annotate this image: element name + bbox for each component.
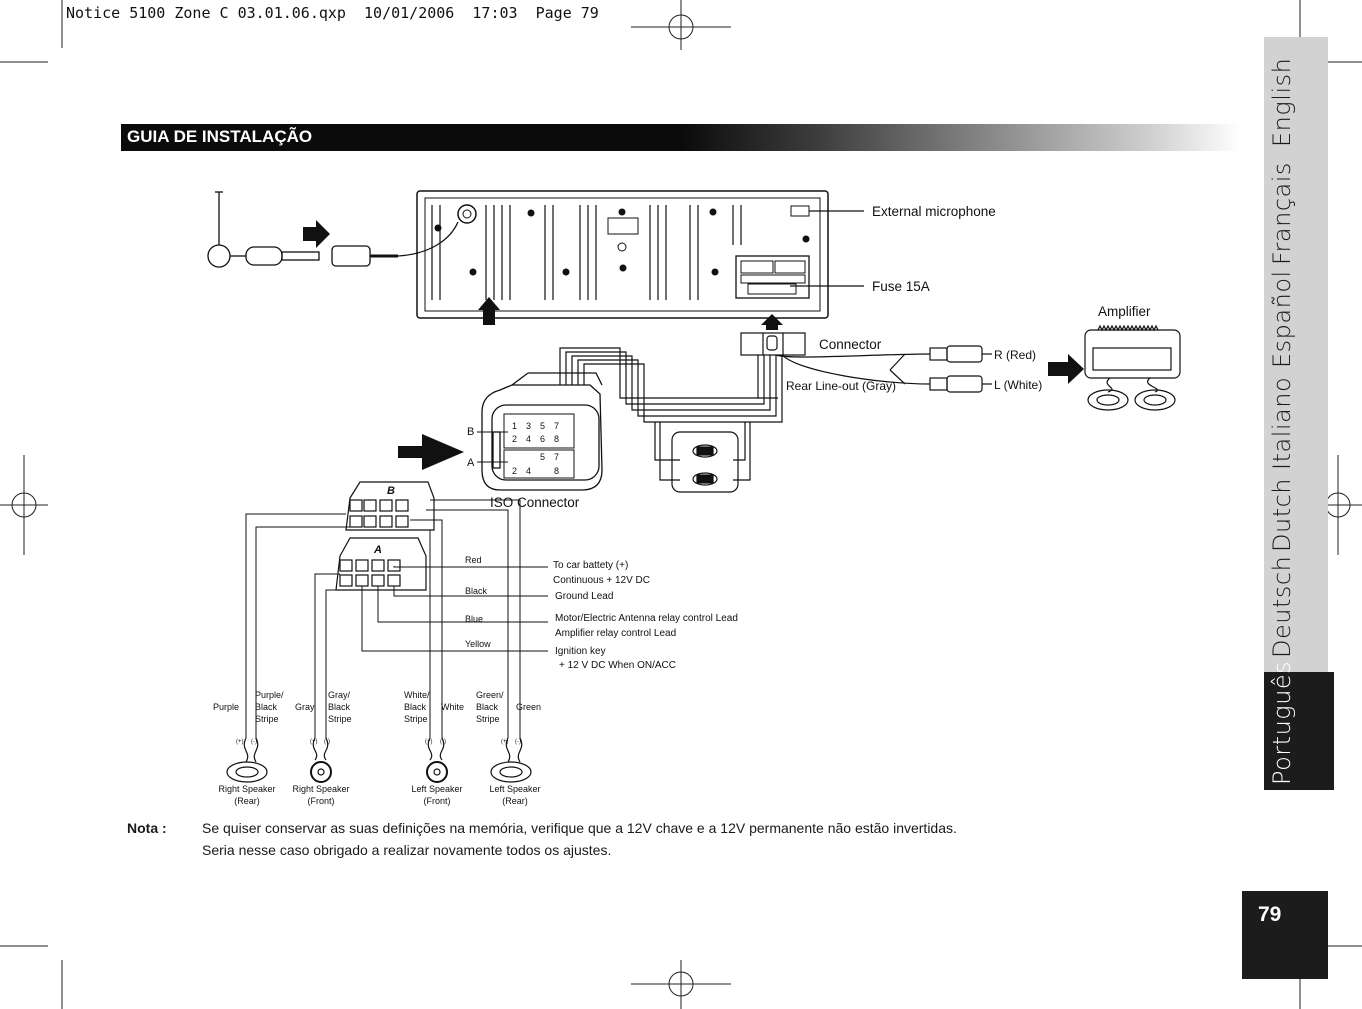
polarity-plus: (+)	[236, 739, 244, 745]
pin-label: 4	[526, 466, 532, 476]
polarity-plus: (+)	[501, 739, 509, 745]
label-battery-line1: To car battety (+)	[553, 560, 629, 571]
print-header: Notice 5100 Zone C 03.01.06.qxp 10/01/2006 17:03 Page 79	[66, 4, 599, 22]
label-motor-antenna: Motor/Electric Antenna relay control Lead	[555, 613, 738, 624]
wire-label-purple-black: Black	[255, 702, 278, 712]
label-plug-a: A	[374, 544, 382, 556]
amplifier-icon	[1085, 326, 1180, 410]
label-wire-yellow: Yellow	[465, 639, 491, 649]
wire-label-green: Green	[516, 702, 542, 712]
label-ignition-line1: Ignition key	[555, 646, 606, 657]
wire-label-green-black: Green/	[476, 690, 504, 700]
polarity-plus: (+)	[425, 739, 433, 745]
lang-espanol: Español	[1268, 270, 1296, 368]
wire-label-purple: Purple	[213, 702, 240, 712]
label-wire-red: Red	[465, 555, 482, 565]
polarity-plus: (+)	[310, 739, 318, 745]
label-fuse: Fuse 15A	[872, 279, 930, 294]
antenna-plug-icon	[208, 192, 458, 267]
label-ignition-line2: + 12 V DC When ON/ACC	[559, 660, 676, 671]
lang-deutsch: Deutsch	[1268, 555, 1296, 658]
note-line-1: Se quiser conservar as suas definições na memória, verifique que a 12V chave e a 12V permanente não estão invertidas.	[202, 820, 957, 836]
arrow-antenna-icon	[303, 220, 330, 248]
wire-label-purple-black: Stripe	[255, 714, 279, 724]
wire-label-green-black: Black	[476, 702, 499, 712]
label-l-white: L (White)	[994, 378, 1043, 392]
polarity-minus: (-)	[440, 739, 446, 745]
speaker-label: (Rear)	[234, 796, 260, 806]
label-iso-a: A	[467, 457, 475, 469]
label-wire-blue: Blue	[465, 614, 484, 624]
wire-label-white-black: Stripe	[404, 714, 428, 724]
speaker-label: (Front)	[423, 796, 451, 806]
pin-label: 7	[554, 421, 560, 431]
speaker-label: Right Speaker	[292, 784, 350, 794]
label-battery-line2: Continuous + 12V DC	[553, 575, 651, 586]
speaker-label: (Front)	[307, 796, 335, 806]
connector-block	[741, 333, 805, 355]
speaker-right-rear-icon	[227, 738, 267, 782]
head-unit-rear	[417, 191, 828, 318]
pin-label: 5	[540, 452, 546, 462]
cable-bundle	[560, 348, 782, 480]
polarity-minus: (-)	[515, 739, 521, 745]
polarity-minus: (-)	[251, 739, 257, 745]
pin-label: 8	[554, 466, 560, 476]
lang-dutch: Dutch	[1268, 477, 1296, 552]
speaker-left-rear-icon	[491, 738, 531, 782]
speaker-label: Left Speaker	[489, 784, 541, 794]
iso-connector	[477, 373, 602, 490]
wire-label-white-black: White/	[404, 690, 430, 700]
lang-english: English	[1268, 57, 1296, 147]
wire-label-gray-black: Stripe	[328, 714, 352, 724]
pin-label: 3	[526, 421, 532, 431]
pin-label: 7	[554, 452, 560, 462]
speaker-label: Right Speaker	[218, 784, 276, 794]
label-amplifier: Amplifier	[1098, 304, 1151, 319]
label-rear-lineout: Rear Line-out (Gray)	[786, 379, 897, 393]
pin-label: 5	[540, 421, 546, 431]
lang-italiano: Italiano	[1268, 376, 1296, 470]
label-amp-relay: Amplifier relay control Lead	[555, 628, 677, 639]
wire-label-purple-black: Purple/	[255, 690, 284, 700]
section-title: GUIA DE INSTALAÇÃO	[127, 127, 313, 146]
label-r-red: R (Red)	[994, 348, 1037, 362]
lang-portugues: Português	[1268, 660, 1296, 785]
label-plug-b: B	[387, 485, 395, 497]
pin-label: 4	[526, 434, 532, 444]
label-iso-connector: ISO Connector	[490, 495, 580, 510]
note-label: Nota :	[127, 820, 167, 836]
wire-label-green-black: Stripe	[476, 714, 500, 724]
wire-label-white-black: Black	[404, 702, 427, 712]
label-iso-b: B	[467, 426, 475, 438]
wire-label-gray: Gray	[295, 702, 315, 712]
wire-label-gray-black: Gray/	[328, 690, 351, 700]
pin-label: 8	[554, 434, 560, 444]
label-external-microphone: External microphone	[872, 204, 996, 219]
wire-label-gray-black: Black	[328, 702, 351, 712]
speaker-label: (Rear)	[502, 796, 528, 806]
rca-coupler-box	[672, 432, 738, 492]
label-ground: Ground Lead	[555, 591, 614, 602]
label-wire-black: Black	[465, 586, 488, 596]
arrow-iso-connector-icon	[398, 434, 464, 470]
page-number: 79	[1258, 903, 1282, 926]
polarity-minus: (-)	[324, 739, 330, 745]
pin-label: 1	[512, 421, 518, 431]
arrow-amplifier-icon	[1048, 354, 1084, 384]
wire-label-white: White	[441, 702, 465, 712]
pin-label: 6	[540, 434, 546, 444]
label-connector: Connector	[819, 337, 882, 352]
pin-label: 2	[512, 466, 518, 476]
pin-label: 2	[512, 434, 518, 444]
lang-francais: Français	[1268, 162, 1296, 265]
arrow-up-connector-icon	[761, 314, 783, 330]
note-line-2: Seria nesse caso obrigado a realizar novamente todos os ajustes.	[202, 842, 612, 858]
speaker-label: Left Speaker	[411, 784, 463, 794]
